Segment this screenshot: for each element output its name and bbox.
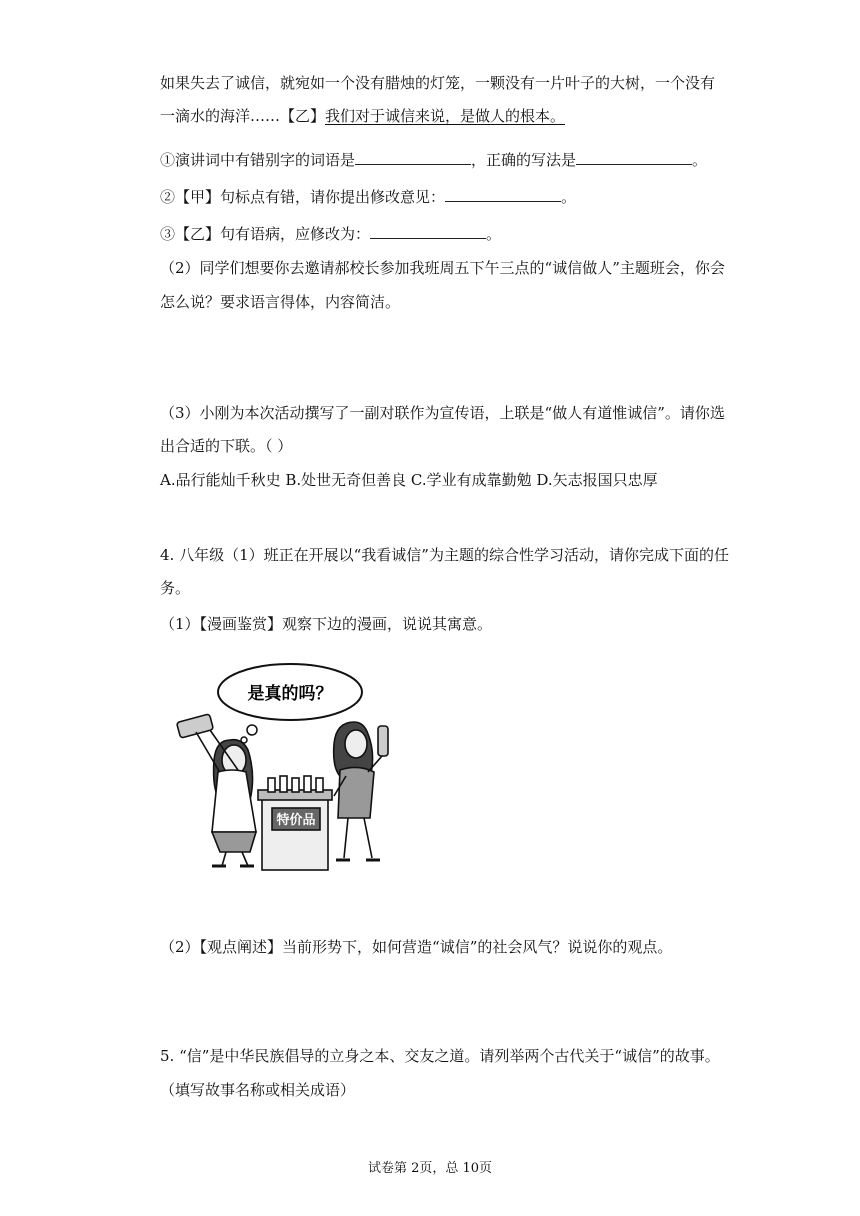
passage-line-1: 如果失去了诚信，就宛如一个没有腊烛的灯笼，一颗没有一片叶子的大树，一个没有 — [160, 74, 716, 92]
q3-sub3-options: A.品行能灿千秋史 B.处世无奇但善良 C.学业有成靠勤勉 D.矢志报国只忠厚 — [160, 471, 658, 489]
counter-sign-text: 特价品 — [276, 813, 316, 828]
q3-item-3 — [160, 224, 501, 244]
item-1-text-c: 。 — [692, 151, 708, 169]
passage-line-2-prefix: 一滴水的海洋……【乙】 — [160, 107, 326, 125]
q3-sub3-line-1: （3）小刚为本次活动撰写了一副对联作为宣传语，上联是“做人有道惟诚信”。请你选 — [160, 404, 725, 422]
item-1-text-b: ，正确的写法是 — [471, 151, 577, 169]
bubble-text: 是真的吗？ — [247, 684, 333, 704]
q3-sub3-line-2: 出合适的下联。（ ） — [160, 437, 293, 455]
q4-line-2: 务。 — [160, 579, 191, 597]
q5-line-1: 5. “信”是中华民族倡导的立身之本、交友之道。请列举两个古代关于“诚信”的故事。 — [160, 1047, 720, 1065]
item-3-text-b: 。 — [486, 225, 502, 243]
item-1-text-a: ①演讲词中有错别字的词语是 — [160, 151, 356, 169]
q3-sub2-line-2: 怎么说？要求语言得体，内容简洁。 — [160, 293, 401, 311]
item-2-text-a: ②【甲】句标点有错，请你提出修改意见： — [160, 188, 446, 206]
q3-item-2 — [160, 187, 576, 207]
answer-blank-2[interactable] — [576, 150, 692, 165]
answer-blank-3[interactable] — [445, 187, 561, 202]
right-woman-figure — [334, 722, 388, 860]
page-footer: 试卷第 2页，总 10页 — [367, 1161, 493, 1176]
q4-sub1: （1）【漫画鉴赏】观察下边的漫画，说说其寓意。 — [160, 615, 493, 633]
passage-line-2 — [160, 106, 565, 126]
answer-blank-4[interactable] — [370, 224, 486, 239]
q3-sub2-line-1: （2）同学们想要你去邀请郝校长参加我班周五下午三点的“诚信做人”主题班会，你会 — [160, 259, 725, 277]
cartoon-image — [170, 660, 420, 880]
item-2-text-b: 。 — [561, 188, 577, 206]
q4-sub2: （2）【观点阐述】当前形势下，如何营造“诚信”的社会风气？说说你的观点。 — [160, 938, 673, 956]
q5-line-2: （填写故事名称或相关成语） — [160, 1081, 356, 1099]
q3-item-1 — [160, 150, 707, 170]
bargain-counter — [258, 776, 332, 870]
item-3-text-a: ③【乙】句有语病，应修改为： — [160, 225, 371, 243]
sentence-yi-underlined: 我们对于诚信来说，是做人的根本。 — [325, 107, 566, 125]
q4-line-1: 4. 八年级（1）班正在开展以“我看诚信”为主题的综合性学习活动，请你完成下面的任 — [160, 546, 729, 564]
answer-blank-1[interactable] — [355, 150, 471, 165]
